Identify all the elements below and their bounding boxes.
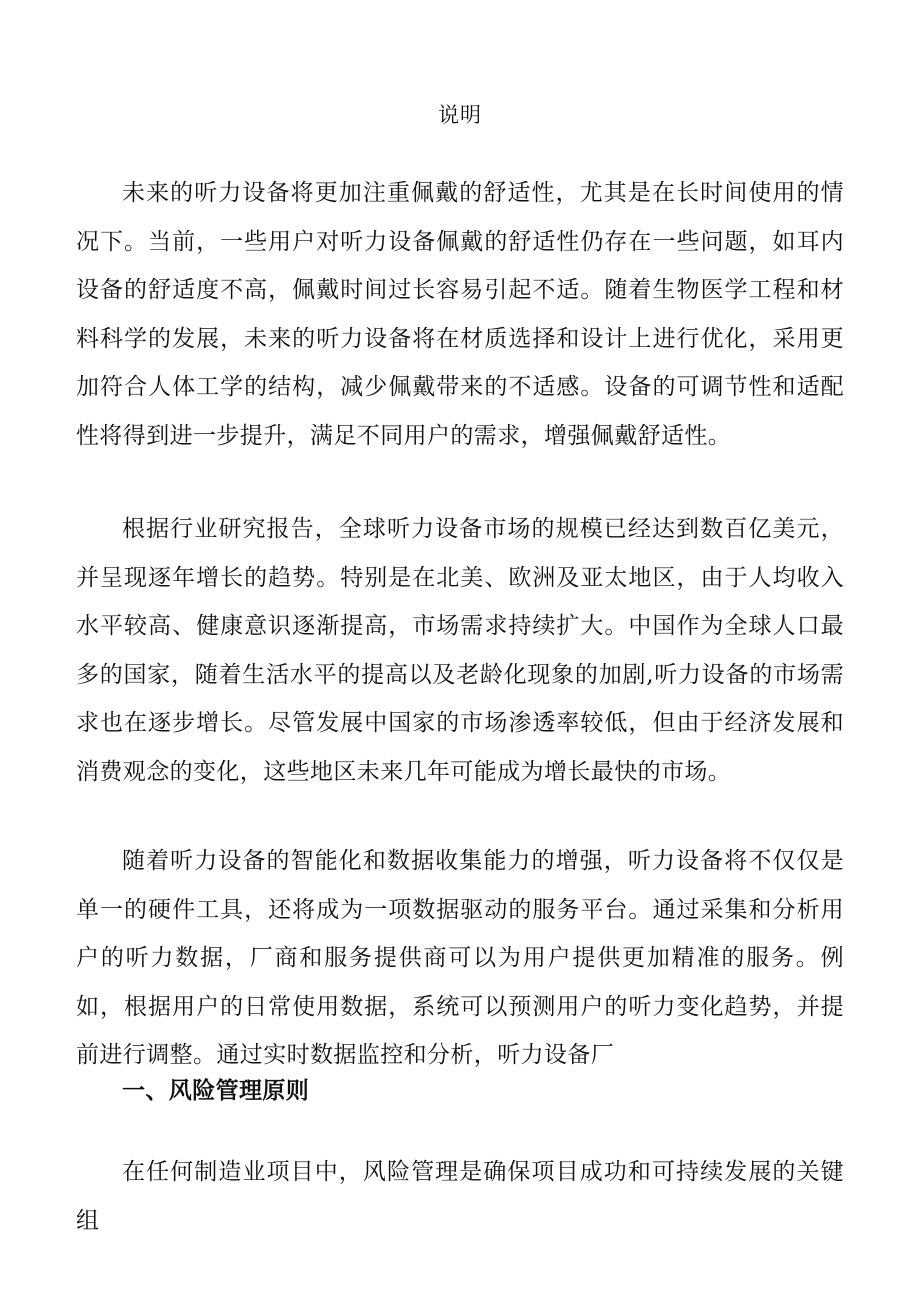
paragraph-data-services: 随着听力设备的智能化和数据收集能力的增强，听力设备将不仅仅是单一的硬件工具，还将成为一项数据驱动的服务平台。通过采集和分析用户的听力数据，厂商和服务提供商可以为用户提供更加精准的服务。例如，根据用户的日常使用数据，系统可以预测用户的听力变化趋势，并提前进行调整。通过实时数据监控和分析，听力设备厂 <box>76 848 844 1068</box>
section-heading-risk-management: 一、风险管理原则 <box>122 1078 310 1104</box>
document-title: 说明 <box>438 103 482 127</box>
paragraph-market-size: 根据行业研究报告，全球听力设备市场的规模已经达到数百亿美元，并呈现逐年增长的趋势。特别是在北美、欧洲及亚太地区，由于人均收入水平较高、健康意识逐渐提高，市场需求持续扩大。中国作为全球人口最多的国家，随着生活水平的提高以及老龄化现象的加剧,听力设备的市场需求也在逐步增长。尽管发展中国家的市场渗透率较低，但由于经济发展和消费观念的变化，这些地区未来几年可能成为增长最快的市场。 <box>76 516 844 785</box>
paragraph-comfort: 未来的听力设备将更加注重佩戴的舒适性，尤其是在长时间使用的情况下。当前，一些用户对听力设备佩戴的舒适性仍存在一些问题，如耳内设备的舒适度不高，佩戴时间过长容易引起不适。随着生物医学工程和材料科学的发展，未来的听力设备将在材质选择和设计上进行优化，采用更加符合人体工学的结构，减少佩戴带来的不适感。设备的可调节性和适配性将得到进一步提升，满足不同用户的需求，增强佩戴舒适性。 <box>76 180 844 449</box>
paragraph-risk-management: 在任何制造业项目中，风险管理是确保项目成功和可持续发展的关键组 <box>76 1159 844 1234</box>
